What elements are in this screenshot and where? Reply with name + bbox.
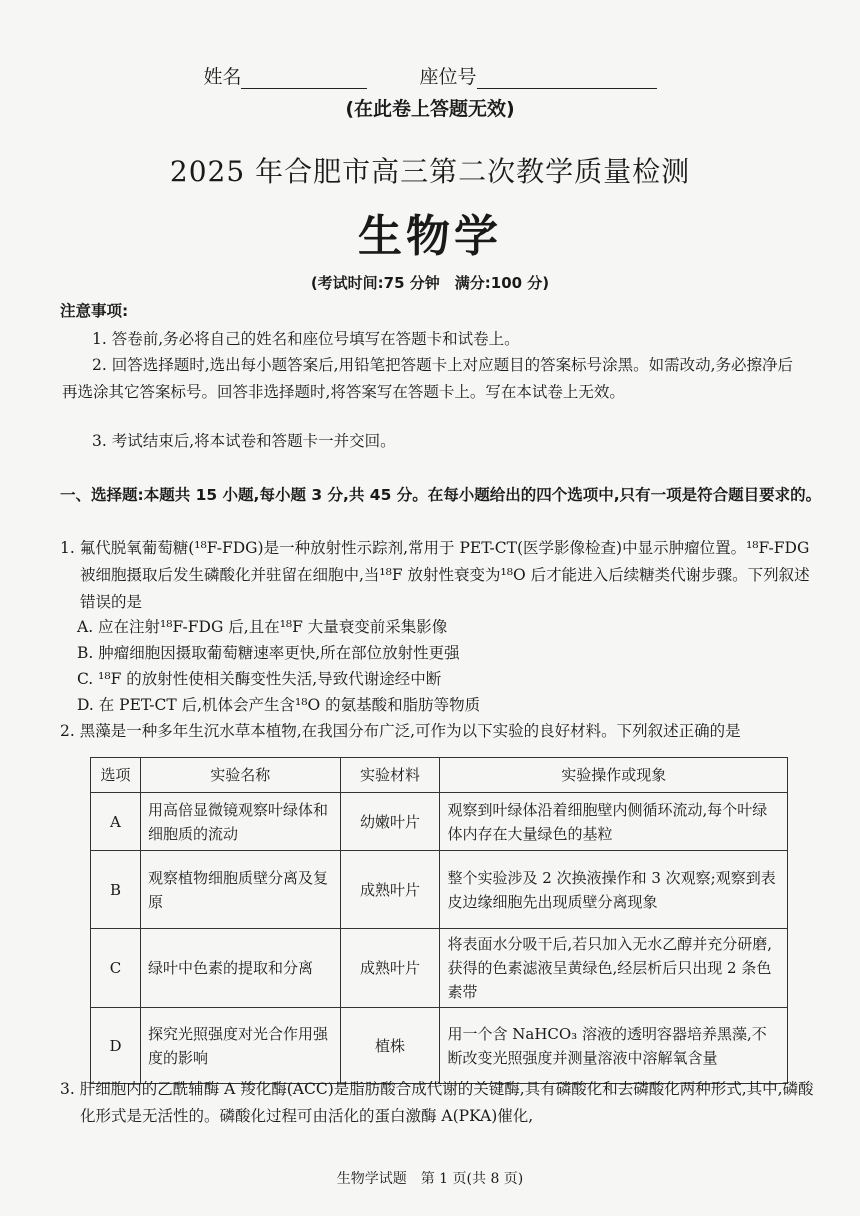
table-row <box>91 929 788 1008</box>
notices-heading: 注意事项: <box>60 302 129 320</box>
table-row <box>91 1008 788 1084</box>
table-cell: 观察到叶绿体沿着细胞壁内侧循环流动,每个叶绿体内存在大量绿色的基粒 <box>440 793 788 851</box>
notice-item-1: 1. 答卷前,务必将自己的姓名和座位号填写在答题卡和试卷上。 <box>92 330 520 348</box>
table-cell: D <box>91 1008 141 1084</box>
table-cell: 用一个含 NaHCO₃ 溶液的透明容器培养黑藻,不断改变光照强度并测量溶液中溶解氧含量 <box>440 1008 788 1084</box>
table-cell: 成熟叶片 <box>340 851 440 929</box>
table-header-material: 实验材料 <box>340 758 440 793</box>
name-label: 姓名 <box>203 66 242 88</box>
exam-title: 2025 年合肥市高三第二次教学质量检测 <box>169 155 691 188</box>
seat-label: 座位号 <box>419 66 477 88</box>
table-header-operation: 实验操作或现象 <box>440 758 788 793</box>
notice-item-3: 3. 考试结束后,将本试卷和答题卡一并交回。 <box>92 432 396 450</box>
experiment-table <box>90 757 788 1084</box>
q1-stem: 1. 氟代脱氧葡萄糖(¹⁸F-FDG)是一种放射性示踪剂,常用于 PET-CT(医学影像检查)中显示肿瘤位置。¹⁸F-FDG 被细胞摄取后发生磷酸化并驻留在细胞中,当¹⁸F 放射性衰变为¹⁸O 后才能进入后续糖类代谢步骤。下列叙述错误的是 <box>60 539 810 611</box>
table-cell: 探究光照强度对光合作用强度的影响 <box>140 1008 340 1084</box>
q2-stem: 2. 黑藻是一种多年生沉水草本植物,在我国分布广泛,可作为以下实验的良好材料。下列叙述正确的是 <box>60 722 741 740</box>
table-cell: 植株 <box>340 1008 440 1084</box>
table-cell: 用高倍显微镜观察叶绿体和细胞质的流动 <box>140 793 340 851</box>
invalid-note: (在此卷上答题无效) <box>345 98 515 120</box>
table-cell: 整个实验涉及 2 次换液操作和 3 次观察;观察到表皮边缘细胞先出现质壁分离现象 <box>440 851 788 929</box>
table-header-option: 选项 <box>91 758 141 793</box>
exam-info: (考试时间:75 分钟 满分:100 分) <box>310 274 550 292</box>
table-header-row <box>91 758 788 793</box>
table-cell: C <box>91 929 141 1008</box>
seat-blank <box>477 70 657 89</box>
table-header-name: 实验名称 <box>140 758 340 793</box>
table-cell: B <box>91 851 141 929</box>
table-cell: 绿叶中色素的提取和分离 <box>140 929 340 1008</box>
table-cell: 将表面水分吸干后,若只加入无水乙醇并充分研磨,获得的色素滤液呈黄绿色,经层析后只出现 2 条色素带 <box>440 929 788 1008</box>
q1-option-a: A. 应在注射¹⁸F-FDG 后,且在¹⁸F 大量衰变前采集影像 <box>77 618 448 636</box>
section-heading: 一、选择题:本题共 15 小题,每小题 3 分,共 45 分。在每小题给出的四个选项中,只有一项是符合题目要求的。 <box>60 486 822 504</box>
table-cell: 成熟叶片 <box>340 929 440 1008</box>
name-seat-line <box>0 62 860 89</box>
q1-option-d: D. 在 PET-CT 后,机体会产生含¹⁸O 的氨基酸和脂肪等物质 <box>77 696 481 714</box>
page-footer: 生物学试题 第 1 页(共 8 页) <box>336 1171 524 1187</box>
table-row <box>91 793 788 851</box>
q3-stem: 3. 肝细胞内的乙酰辅酶 A 羧化酶(ACC)是脂肪酸合成代谢的关键酶,具有磷酸化和去磷酸化两种形式,其中,磷酸化形式是无活性的。磷酸化过程可由活化的蛋白激酶 A(PKA)催化, <box>60 1080 814 1125</box>
q1-option-c: C. ¹⁸F 的放射性使相关酶变性失活,导致代谢途经中断 <box>77 670 442 688</box>
name-blank <box>241 70 367 89</box>
notice-item-2: 2. 回答选择题时,选出每小题答案后,用铅笔把答题卡上对应题目的答案标号涂黑。如需改动,务必擦净后再选涂其它答案标号。回答非选择题时,将答案写在答题卡上。写在本试卷上无效。 <box>62 356 793 401</box>
q1-option-b: B. 肿瘤细胞因摄取葡萄糖速率更快,所在部位放射性更强 <box>77 644 460 662</box>
table-cell: 观察植物细胞质壁分离及复原 <box>140 851 340 929</box>
table-cell: 幼嫩叶片 <box>340 793 440 851</box>
subject-title: 生物学 <box>358 211 502 262</box>
table-row <box>91 851 788 929</box>
table-cell: A <box>91 793 141 851</box>
